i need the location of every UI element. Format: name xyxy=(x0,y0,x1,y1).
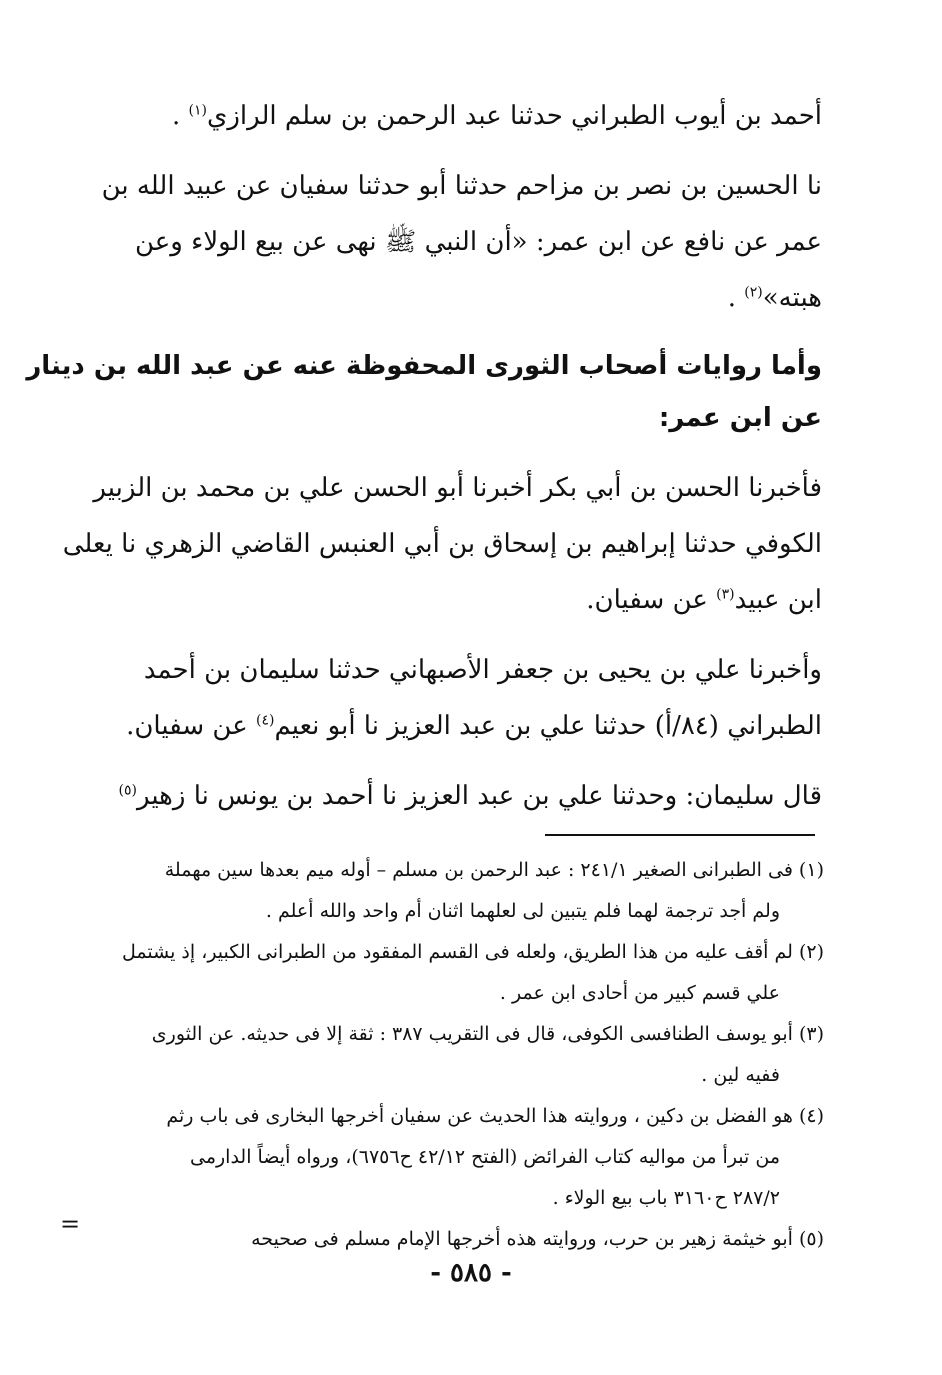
footnote-3 xyxy=(105,1014,824,1096)
footnote-ref-3: (٣) xyxy=(716,586,735,603)
paragraph-3 xyxy=(62,460,822,628)
paragraph-2 xyxy=(101,158,822,326)
paragraph-4 xyxy=(110,642,822,754)
heading-line: عن ابن عمر: xyxy=(658,403,822,433)
footnote-ref-4: (٤) xyxy=(255,712,275,729)
paragraph-line xyxy=(110,88,822,144)
footnote-line: (١) فى الطبرانى الصغير ٢٤١/١ : عبد الرحمن بن مسلم – أوله ميم بعدها سين مهملة xyxy=(164,859,824,881)
paragraph-line xyxy=(110,768,822,824)
text-segment: عن سفيان. xyxy=(126,711,256,741)
text-segment: ابن عبيد xyxy=(734,585,822,615)
text-segment: . xyxy=(171,101,189,131)
footnote-line: (٥) أبو خيثمة زهير بن حرب، وروايته هذه أخرجها الإمام مسلم فى صحيحه xyxy=(251,1228,824,1250)
paragraph-line xyxy=(110,698,822,754)
paragraph-line: وأخبرنا علي بن يحيى بن جعفر الأصبهاني حدثنا سليمان بن أحمد xyxy=(143,655,822,685)
paragraph-line: فأخبرنا الحسن بن أبي بكر أخبرنا أبو الحسن علي بن محمد بن الزبير xyxy=(93,473,822,503)
footnote-line: (٤) هو الفضل بن دكين ، وروايته هذا الحديث عن سفيان أخرجها البخارى فى باب رثم xyxy=(166,1105,824,1127)
footnote-line: ٢٨٧/٢ ح٣١٦٠ باب بيع الولاء . xyxy=(552,1187,780,1209)
section-heading xyxy=(26,340,822,444)
footnote-line: (٢) لم أقف عليه من هذا الطريق، ولعله فى القسم المفقود من الطبرانى الكبير، إذ يشتمل xyxy=(122,941,824,963)
page-number: - ٥٨٥ - xyxy=(430,1258,512,1288)
footnote-line: ففيه لين . xyxy=(701,1064,780,1086)
paragraph-line: عمر عن نافع عن ابن عمر: «أن النبي ﷺ نهى عن بيع الولاء وعن xyxy=(134,227,822,257)
paragraph-line: نا الحسين بن نصر بن مزاحم حدثنا أبو حدثنا سفيان عن عبيد الله بن xyxy=(101,171,822,201)
footnote-1 xyxy=(105,850,824,932)
paragraph-5 xyxy=(110,768,822,824)
paragraph-line: الكوفي حدثنا إبراهيم بن إسحاق بن أبي العنبس القاضي الزهري نا يعلى xyxy=(62,529,822,559)
paragraph-line xyxy=(110,270,822,326)
footnote-separator xyxy=(545,834,815,836)
footnote-line: ولم أجد ترجمة لهما فلم يتبين لى لعلهما اثنان أم واحد والله أعلم . xyxy=(265,900,780,922)
text-segment: الطبراني (٨٤/أ) حدثنا علي بن عبد العزيز نا أبو نعيم xyxy=(274,711,822,741)
footnote-4 xyxy=(105,1096,824,1219)
footnotes xyxy=(105,850,824,1260)
footnote-2 xyxy=(105,932,824,1014)
paragraph-line xyxy=(110,572,822,628)
heading-line: وأما روايات أصحاب الثورى المحفوظة عنه عن عبد الله بن دينار xyxy=(26,351,822,381)
footnote-continuation-mark: = xyxy=(60,1210,81,1238)
footnote-ref-1: (١) xyxy=(188,102,207,119)
text-segment: أحمد بن أيوب الطبراني حدثنا عبد الرحمن بن سلم الرازي xyxy=(206,101,822,131)
paragraph-1 xyxy=(110,88,822,144)
text-segment: هبته» xyxy=(762,283,822,313)
text-segment: . xyxy=(727,283,745,313)
footnote-line: علي قسم كبير من أحادى ابن عمر . xyxy=(499,982,780,1004)
text-segment: قال سليمان: وحدثنا علي بن عبد العزيز نا أحمد بن يونس نا زهير xyxy=(136,781,822,811)
text-segment: عن سفيان. xyxy=(586,585,717,615)
footnote-ref-2: (٢) xyxy=(744,284,763,301)
footnote-5 xyxy=(105,1219,824,1260)
footnote-ref-5: (٥) xyxy=(118,782,137,799)
footnote-line: من تبرأ من مواليه كتاب الفرائض (الفتح ٤٢/١٢ ح٦٧٥٦)، ورواه أيضاً الدارمى xyxy=(189,1146,780,1168)
footnote-line: (٣) أبو يوسف الطنافسى الكوفى، قال فى التقريب ٣٨٧ : ثقة إلا فى حديثه. عن الثورى xyxy=(151,1023,824,1045)
